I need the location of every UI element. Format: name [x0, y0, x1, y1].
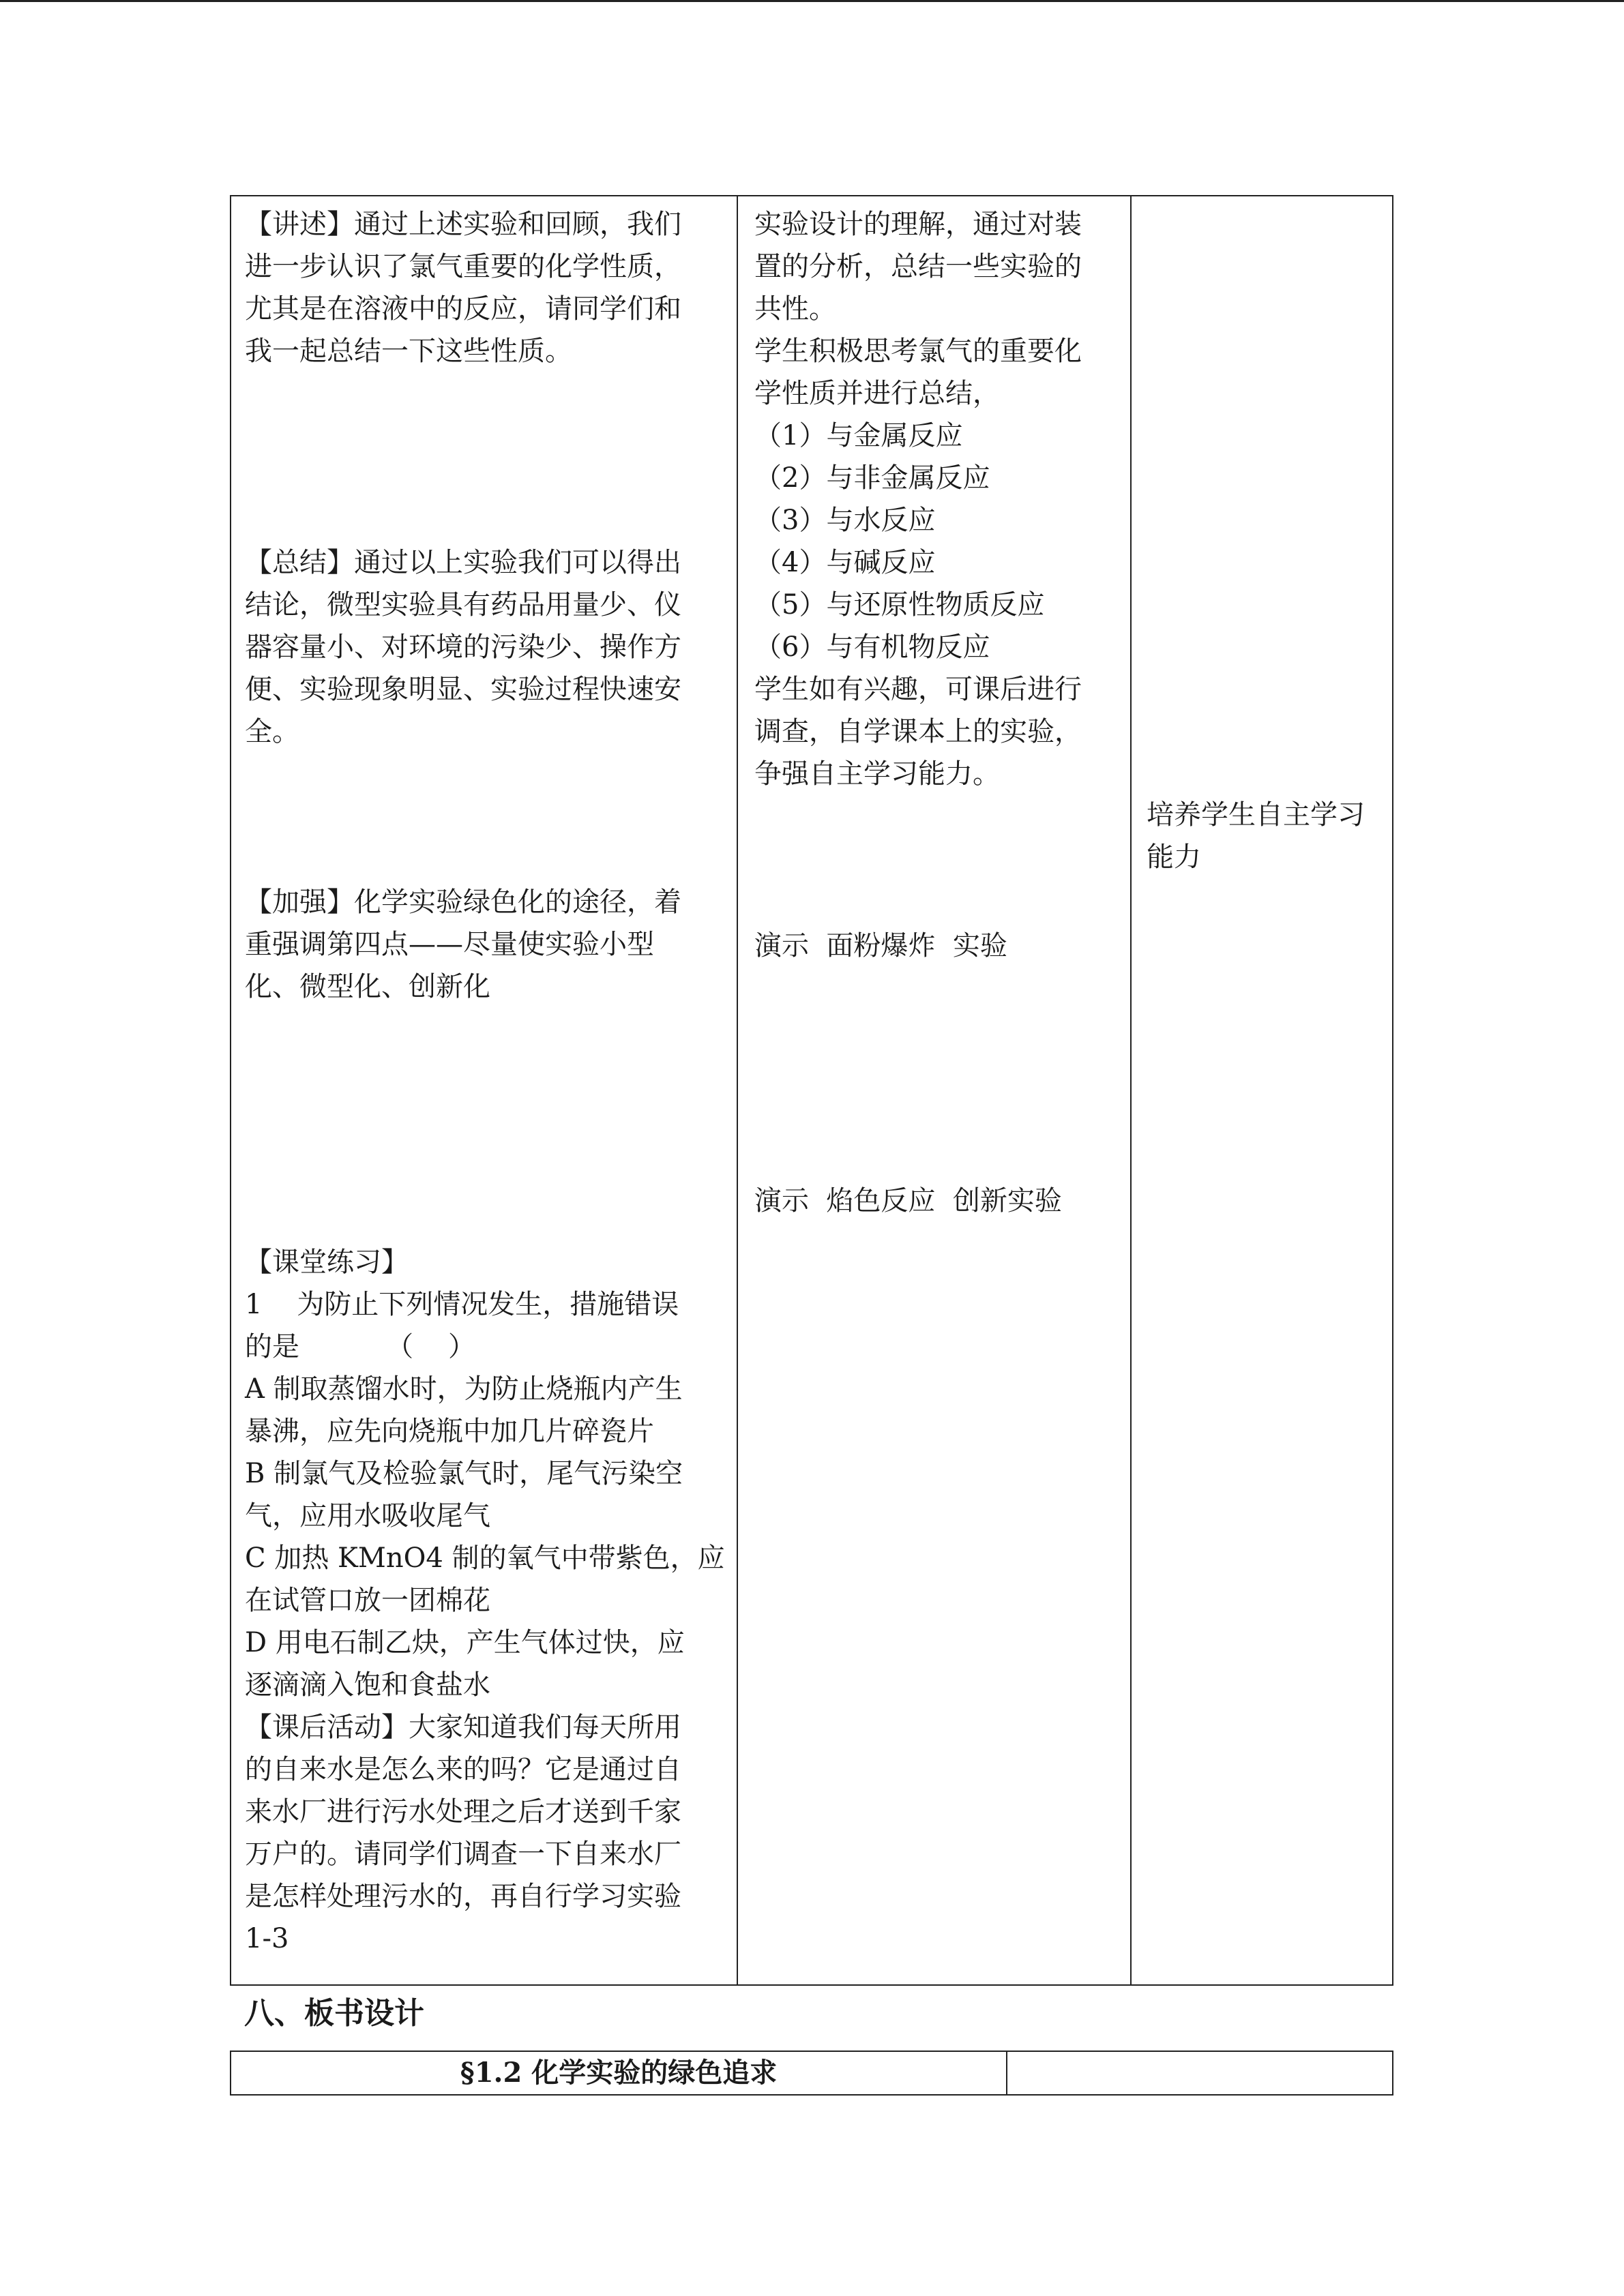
- section-heading: 八、板书设计: [244, 1996, 424, 2031]
- after-class-line: 来水厂进行污水处理之后才送到千家: [245, 1796, 681, 1828]
- exercise-line: 暴沸，应先向烧瓶中加几片碎瓷片: [245, 1416, 654, 1447]
- student-line: 共性。: [754, 293, 836, 325]
- summary-line: 结论，微型实验具有药品用量少、仪: [245, 589, 681, 621]
- after-class-line: 的自来水是怎么来的吗？它是通过自: [245, 1754, 681, 1785]
- exercise-block: [245, 1241, 725, 1706]
- exercise-line: 【课堂练习】: [245, 1247, 409, 1278]
- design-goal-block: [1147, 794, 1385, 878]
- reaction-item: （2）与非金属反应: [754, 462, 990, 494]
- student-line: 学性质并进行总结，: [754, 378, 1000, 409]
- summary-line: 【总结】通过以上实验我们可以得出: [245, 547, 681, 578]
- after-class-line: 是怎样处理污水的，再自行学习实验: [245, 1881, 681, 1912]
- board-empty-cell: [1007, 2052, 1392, 2094]
- page-top-rule: [0, 0, 1624, 2]
- student-line: 调查，自学课本上的实验，: [754, 716, 1082, 747]
- reinforce-line: 【加强】化学实验绿色化的途径，着: [245, 886, 681, 918]
- narration-line: 我一起总结一下这些性质。: [245, 336, 572, 367]
- narration-line: 【讲述】通过上述实验和回顾，我们: [245, 209, 681, 240]
- narration-line: 进一步认识了氯气重要的化学性质，: [245, 251, 681, 282]
- summary-line: 器容量小、对环境的污染少、操作方: [245, 631, 681, 663]
- reaction-item: （4）与碱反应: [754, 547, 936, 578]
- narration-line: 尤其是在溶液中的反应，请同学们和: [245, 293, 681, 325]
- design-goal-line: 培养学生自主学习: [1147, 799, 1365, 831]
- lesson-process-table: [230, 195, 1393, 1986]
- reinforce-line: 化、微型化、创新化: [245, 971, 490, 1002]
- board-title: §1.2 化学实验的绿色追求: [231, 2052, 1007, 2094]
- design-goal-line: 能力: [1147, 841, 1201, 873]
- reinforce-line: 重强调第四点——尽量使实验小型: [245, 929, 654, 960]
- exercise-line: 的是 （ ）: [245, 1331, 476, 1362]
- board-design-table: [230, 2051, 1393, 2096]
- student-line: 学生如有兴趣，可课后进行: [754, 674, 1082, 705]
- understanding-block: [754, 203, 1123, 795]
- demo-line: 演示 面粉爆炸 实验: [754, 930, 1007, 961]
- exercise-line: 在试管口放一团棉花: [245, 1585, 490, 1616]
- exercise-option-b: B 制氯气及检验氯气时，尾气污染空: [245, 1458, 683, 1489]
- exercise-line: 1 为防止下列情况发生，措施错误: [245, 1289, 679, 1320]
- demo-flour-explosion: [754, 925, 1123, 967]
- student-activity-column: [738, 196, 1132, 1984]
- reaction-item: （1）与金属反应: [754, 420, 963, 451]
- demo-line: 演示 焰色反应 创新实验: [754, 1185, 1062, 1217]
- exercise-option-c: C 加热 KMnO4 制的氧气中带紫色，应: [245, 1542, 725, 1574]
- student-line: 实验设计的理解，通过对装: [754, 209, 1082, 240]
- summary-block: [245, 541, 722, 753]
- exercise-line: 逐滴滴入饱和食盐水: [245, 1669, 490, 1701]
- teacher-activity-column: [231, 196, 738, 1984]
- after-class-block: [245, 1706, 722, 1960]
- student-line: 置的分析，总结一些实验的: [754, 251, 1082, 282]
- after-class-line: 1-3: [245, 1923, 289, 1954]
- design-intent-column: [1132, 196, 1392, 1984]
- student-line: 争强自主学习能力。: [754, 758, 1000, 790]
- exercise-option-d: D 用电石制乙炔，产生气体过快，应: [245, 1627, 685, 1658]
- summary-line: 全。: [245, 716, 299, 747]
- reinforce-block: [245, 881, 722, 1008]
- exercise-line: 气，应用水吸收尾气: [245, 1500, 490, 1532]
- after-class-line: 【课后活动】大家知道我们每天所用: [245, 1712, 681, 1743]
- student-line: 学生积极思考氯气的重要化: [754, 336, 1082, 367]
- demo-flame-reaction: [754, 1180, 1123, 1222]
- exercise-option-a: A 制取蒸馏水时，为防止烧瓶内产生: [245, 1373, 683, 1405]
- reaction-item: （5）与还原性物质反应: [754, 589, 1045, 621]
- reaction-item: （3）与水反应: [754, 505, 936, 536]
- narration-block: [245, 203, 722, 372]
- after-class-line: 万户的。请同学们调查一下自来水厂: [245, 1838, 681, 1870]
- reaction-item: （6）与有机物反应: [754, 631, 990, 663]
- summary-line: 便、实验现象明显、实验过程快速安: [245, 674, 681, 705]
